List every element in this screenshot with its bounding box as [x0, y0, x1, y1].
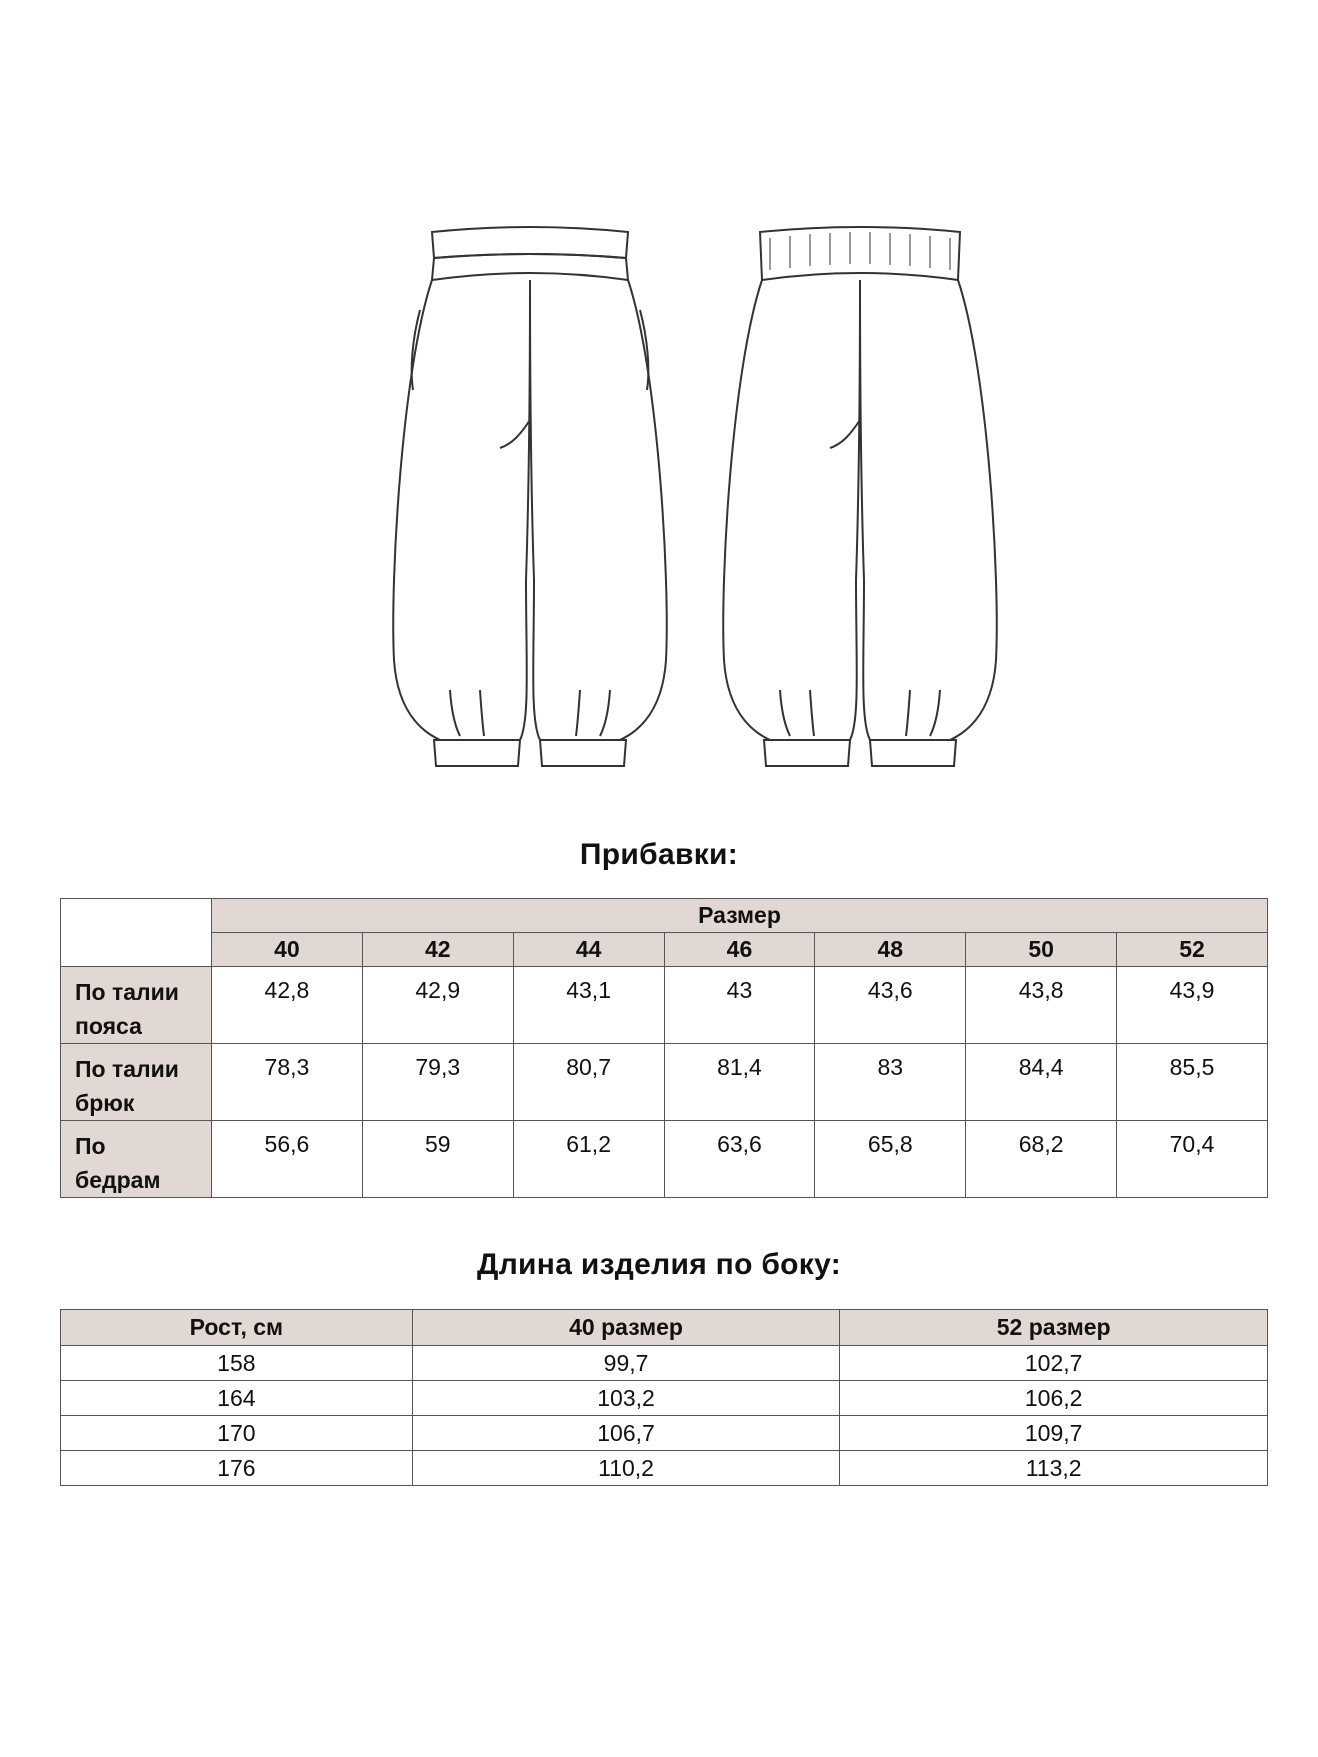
table-cell: 110,2 — [412, 1451, 840, 1486]
value-cell: 59 — [362, 1121, 513, 1198]
table-row — [61, 1451, 1268, 1486]
value-cell: 43,9 — [1117, 967, 1268, 1044]
trousers-front-sketch — [380, 220, 680, 800]
size-cell: 40 — [212, 933, 363, 967]
value-cell: 70,4 — [1117, 1121, 1268, 1198]
size-header: Размер — [212, 899, 1268, 933]
row-label: По бедрам — [61, 1121, 212, 1198]
value-cell: 78,3 — [212, 1044, 363, 1121]
table-cell: 102,7 — [840, 1346, 1268, 1381]
column-header: 52 размер — [840, 1310, 1268, 1346]
value-cell: 42,9 — [362, 967, 513, 1044]
table-cell: 176 — [61, 1451, 413, 1486]
trousers-back-sketch — [710, 220, 1010, 800]
table-row — [61, 1346, 1268, 1381]
value-cell: 43,8 — [966, 967, 1117, 1044]
table-corner — [61, 899, 212, 967]
length-title: Длина изделия по боку: — [477, 1248, 841, 1281]
value-cell: 80,7 — [513, 1044, 664, 1121]
value-cell: 61,2 — [513, 1121, 664, 1198]
table-cell: 106,7 — [412, 1416, 840, 1451]
table-cell: 103,2 — [412, 1381, 840, 1416]
table-row — [61, 1121, 1268, 1198]
row-label: По талии брюк — [61, 1044, 212, 1121]
value-cell: 43 — [664, 967, 815, 1044]
value-cell: 65,8 — [815, 1121, 966, 1198]
table-cell: 170 — [61, 1416, 413, 1451]
value-cell: 56,6 — [212, 1121, 363, 1198]
size-cell: 50 — [966, 933, 1117, 967]
value-cell: 84,4 — [966, 1044, 1117, 1121]
table-row — [61, 1381, 1268, 1416]
value-cell: 43,6 — [815, 967, 966, 1044]
table-cell: 164 — [61, 1381, 413, 1416]
garment-sketches — [380, 220, 1000, 800]
row-label: По талии пояса — [61, 967, 212, 1044]
column-header: 40 размер — [412, 1310, 840, 1346]
value-cell: 42,8 — [212, 967, 363, 1044]
additions-table — [60, 898, 1268, 1198]
table-cell: 113,2 — [840, 1451, 1268, 1486]
table-row — [61, 1044, 1268, 1121]
size-row — [61, 933, 1268, 967]
length-table — [60, 1309, 1268, 1486]
size-cell: 44 — [513, 933, 664, 967]
table-cell: 158 — [61, 1346, 413, 1381]
table-row — [61, 967, 1268, 1044]
value-cell: 43,1 — [513, 967, 664, 1044]
size-cell: 52 — [1117, 933, 1268, 967]
value-cell: 79,3 — [362, 1044, 513, 1121]
value-cell: 63,6 — [664, 1121, 815, 1198]
value-cell: 68,2 — [966, 1121, 1117, 1198]
value-cell: 85,5 — [1117, 1044, 1268, 1121]
table-cell: 99,7 — [412, 1346, 840, 1381]
size-cell: 42 — [362, 933, 513, 967]
table-cell: 106,2 — [840, 1381, 1268, 1416]
value-cell: 81,4 — [664, 1044, 815, 1121]
size-cell: 48 — [815, 933, 966, 967]
additions-title: Прибавки: — [579, 838, 739, 871]
column-header: Рост, см — [61, 1310, 413, 1346]
table-cell: 109,7 — [840, 1416, 1268, 1451]
table-row — [61, 1416, 1268, 1451]
size-cell: 46 — [664, 933, 815, 967]
table-header-row — [61, 1310, 1268, 1346]
value-cell: 83 — [815, 1044, 966, 1121]
